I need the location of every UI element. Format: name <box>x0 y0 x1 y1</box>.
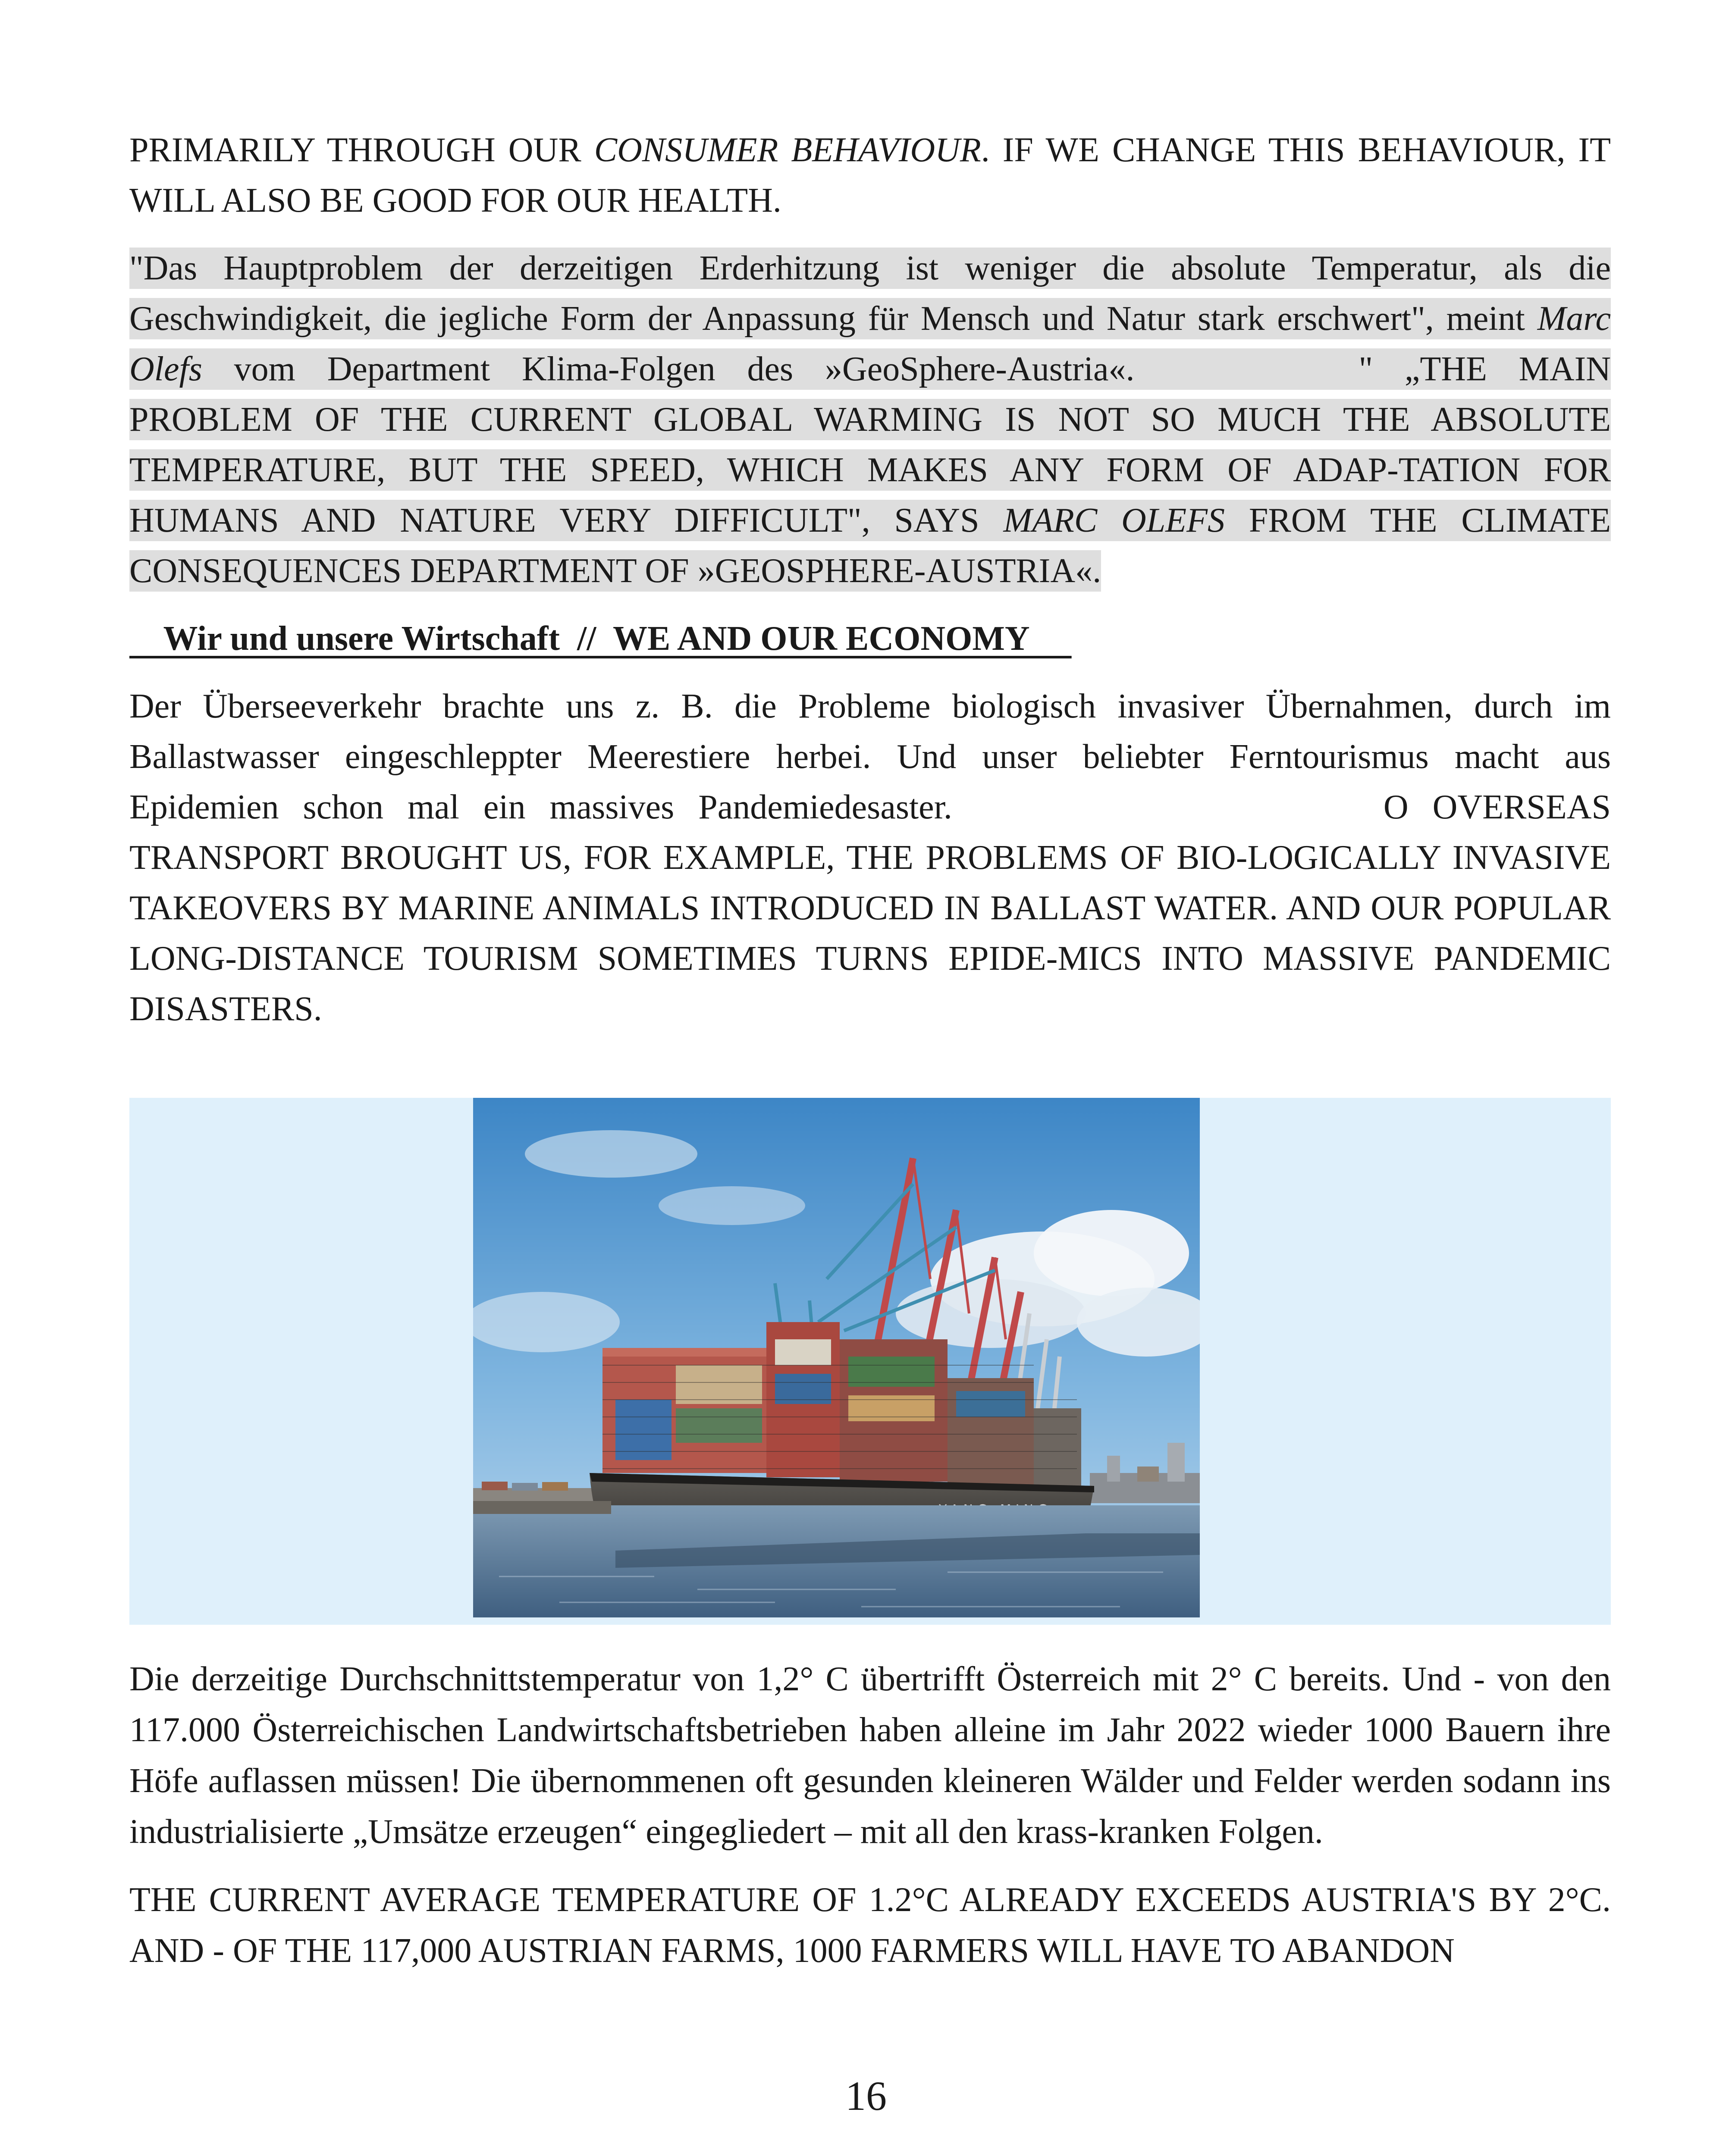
container-ship-photo <box>473 1098 1200 1617</box>
page-content <box>129 125 1611 1034</box>
intro-text: PRIMARILY THROUGH OUR <box>129 131 594 169</box>
quote-paragraph <box>129 243 1611 596</box>
temperature-english-paragraph: THE CURRENT AVERAGE TEMPERATURE OF 1.2°C ALREADY EXCEEDS AUSTRIA'S BY 2°C. AND - OF THE 117,000 AUSTRIAN FARMS, 1000 FARMERS WILL HAVE TO ABANDON <box>129 1881 1611 1970</box>
intro-paragraph <box>129 125 1611 226</box>
quote-german-text-end: vom Department Klima-Folgen des »GeoSphere-Austria«. <box>202 350 1135 388</box>
intro-emphasis: CONSUMER BEHAVIOUR <box>594 131 981 169</box>
economy-section <box>129 681 1611 1034</box>
quote-english-text-end: FROM THE CLIMATE CONSEQUENCES DEPARTMENT OF »GEOSPHERE-AUSTRIA«. <box>129 501 1611 590</box>
economy-english-text: OVERSEAS TRANSPORT BROUGHT US, FOR EXAMPLE, THE PROBLEMS OF BIO-LOGICALLY INVASIVE TAKEOVERS BY MARINE ANIMALS INTRODUCED IN BALLAST WATER. AND OUR POPULAR LONG-DISTANCE TOURISM SOMETIMES TURNS EPIDE-MICS INTO MASSIVE PANDEMIC DISASTERS. <box>129 788 1611 1028</box>
economy-trailing-letter: O <box>1383 788 1409 826</box>
economy-paragraph <box>129 681 1611 1034</box>
quote-english-text: „THE MAIN PROBLEM OF THE CURRENT GLOBAL WARMING IS NOT SO MUCH THE ABSOLUTE TEMPERATURE, BUT THE SPEED, WHICH MAKES ANY FORM OF ADAP-TATION FOR HUMANS AND NATURE VERY DIFFICULT", SAYS <box>129 350 1611 539</box>
economy-german-text: Der Überseeverkehr brachte uns z. B. die Probleme biologisch invasiver Übernahmen, durch im Ballastwasser eingeschleppter Meerestiere herbei. Und unser beliebter Ferntourismus macht aus Epidemien schon mal ein massives Pandemiedesaster. <box>129 687 1611 826</box>
highlighted-quote <box>129 243 1611 596</box>
intro-text-rest: . IF WE CHANGE THIS BEHAVIOUR, IT WILL ALSO BE GOOD FOR OUR HEALTH. <box>129 131 1611 219</box>
page-number: 16 <box>845 2073 887 2119</box>
quote-author-name-en: MARC OLEFS <box>1003 501 1225 539</box>
temperature-german-paragraph: Die derzeitige Durchschnittstemperatur von 1,2° C übertrifft Österreich mit 2° C bereits. Und - von den 117.000 Österreichischen Landwirtschaftsbetrieben haben alleine im Jahr 2022 wieder 1000 Bauern ihre Höfe auflassen müssen! Die übernommenen oft gesunden kleineren Wälder und Felder werden sodann ins industrialisierte „Umsätze erzeugen“ eingegliedert – mit all den krass-kranken Folgen. <box>129 1660 1611 1851</box>
figure-container <box>129 1098 1611 1625</box>
temperature-section <box>129 1654 1611 1976</box>
quote-trailing-mark: " <box>1359 350 1373 388</box>
quote-author-name: Marc Olefs <box>129 300 1611 388</box>
quote-german-text: "Das Hauptproblem der derzeitigen Erderhitzung ist weniger die absolute Temperatur, als die Geschwindigkeit, die jegliche Form der Anpassung für Mensch und Natur stark erschwert", meint <box>129 249 1611 338</box>
section-heading: Wir und unsere Wirtschaft // WE AND OUR ECONOMY <box>129 620 1072 658</box>
